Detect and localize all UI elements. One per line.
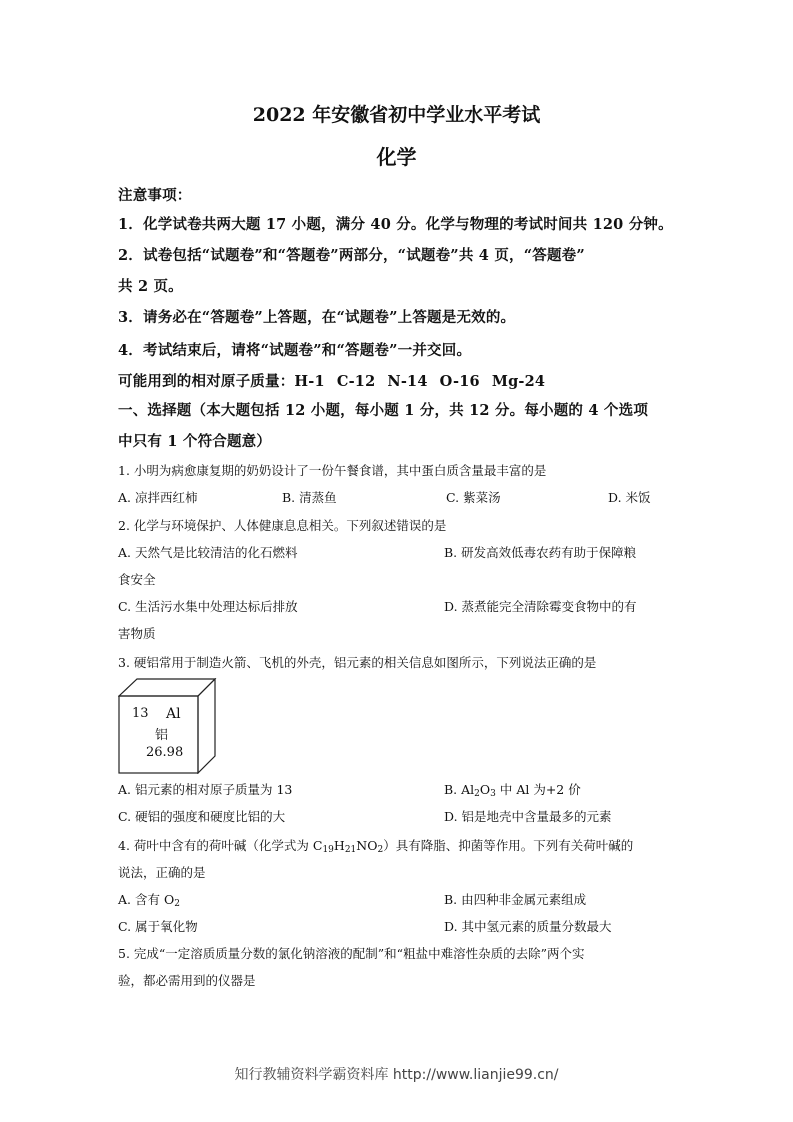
notice-item-3: 3．请务必在“答题卷”上答题，在“试题卷”上答题是无效的。 [118, 309, 516, 326]
exam-title: 2022 年安徽省初中学业水平考试 [252, 104, 541, 126]
page-footer-watermark: 知行教辅资料学霸资料库 http://www.lianjie99.cn/ [234, 1067, 559, 1083]
notice-item-1: 1．化学试卷共两大题 17 小题，满分 40 分。化学与物理的考试时间共 120 分钟。 [118, 216, 673, 233]
atomic-mass-label: 可能用到的相对原子质量： [118, 373, 295, 390]
notice-item-4: 4．考试结束后，请将“试题卷”和“答题卷”一并交回。 [118, 342, 472, 359]
q4-stem [118, 836, 633, 855]
exam-subject: 化学 [376, 145, 417, 169]
element-atomic-mass: 26.98 [146, 745, 184, 760]
q3-option-d: D. 铝是地壳中含量最多的元素 [444, 809, 612, 824]
q1-stem: 1. 小明为病愈康复期的奶奶设计了一份午餐食谱，其中蛋白质含量最丰富的是 [118, 463, 547, 478]
subscript: 2 [377, 845, 384, 855]
element-name: 铝 [155, 728, 169, 743]
q3-option-b-text-mid: O [479, 782, 491, 797]
q4-option-d: D. 其中氢元素的质量分数最大 [444, 919, 612, 934]
q3-option-b-text-end: 中 Al 为+2 价 [495, 782, 581, 797]
atomic-mass-n: N-14 [387, 373, 428, 390]
q4-formula-h: H [333, 838, 345, 853]
notice-item-2a: 2．试卷包括“试题卷”和“答题卷”两部分，“试题卷”共 4 页，“答题卷” [118, 247, 585, 264]
q1-option-b: B. 清蒸鱼 [282, 490, 337, 505]
q3-option-a: A. 铝元素的相对原子质量为 13 [118, 782, 293, 797]
subscript: 2 [174, 899, 180, 909]
q4-stem-cont: 说法，正确的是 [118, 865, 206, 880]
element-atomic-number: 13 [132, 706, 149, 721]
q4-option-a [118, 890, 180, 909]
subscript: 2 [474, 789, 480, 799]
q2-option-a: A. 天然气是比较清洁的化石燃料 [118, 545, 298, 560]
q3-option-b-text: B. Al [444, 782, 475, 797]
notice-heading: 注意事项： [118, 187, 192, 204]
q2-stem: 2. 化学与环境保护、人体健康息息相关。下列叙述错误的是 [118, 518, 447, 533]
q2-option-b-cont: 食安全 [118, 572, 156, 587]
subscript: 3 [490, 789, 496, 799]
atomic-mass-h: H-1 [294, 373, 325, 390]
q1-option-d: D. 米饭 [608, 490, 651, 505]
atomic-mass-c: C-12 [336, 373, 376, 390]
q1-option-a: A. 凉拌西红柿 [118, 490, 198, 505]
q3-stem: 3. 硬铝常用于制造火箭、飞机的外壳，铝元素的相关信息如图所示，下列说法正确的是 [118, 655, 597, 670]
q4-stem-text: 4. 荷叶中含有的荷叶碱（化学式为 C [118, 838, 323, 853]
notice-item-2b: 共 2 页。 [118, 278, 183, 295]
q1-option-c: C. 紫菜汤 [446, 490, 501, 505]
element-symbol: Al [166, 706, 181, 722]
q4-formula-no: NO [356, 838, 378, 853]
q4-option-a-text: A. 含有 O [118, 892, 175, 907]
subscript: 21 [344, 845, 357, 855]
q2-option-b: B. 研发高效低毒农药有助于保障粮 [444, 545, 637, 560]
section-1-heading: 一、选择题（本大题包括 12 小题，每小题 1 分，共 12 分。每小题的 4 个选项 [118, 402, 649, 419]
subscript: 19 [322, 845, 334, 855]
atomic-mass-line [118, 370, 557, 391]
q5-stem-cont: 验，都必需用到的仪器是 [118, 973, 256, 988]
q2-option-d-cont: 害物质 [118, 626, 156, 641]
q2-option-c: C. 生活污水集中处理达标后排放 [118, 599, 298, 614]
q4-option-b: B. 由四种非金属元素组成 [444, 892, 587, 907]
element-card-side-face [198, 679, 215, 773]
atomic-mass-mg: Mg-24 [491, 373, 546, 390]
q2-option-d: D. 蒸煮能完全清除霉变食物中的有 [444, 599, 637, 614]
q3-option-c: C. 硬铝的强度和硬度比铝的大 [118, 809, 286, 824]
q4-option-c: C. 属于氧化物 [118, 919, 198, 934]
atomic-mass-o: O-16 [439, 373, 480, 390]
section-1-heading-cont: 中只有 1 个符合题意） [118, 433, 272, 450]
q3-option-b [444, 780, 581, 799]
q4-stem-text-end: ）具有降脂、抑菌等作用。下列有关荷叶碱的 [383, 838, 634, 853]
q5-stem: 5. 完成“一定溶质质量分数的氯化钠溶液的配制”和“粗盐中难溶性杂质的去除”两个实 [118, 946, 585, 961]
